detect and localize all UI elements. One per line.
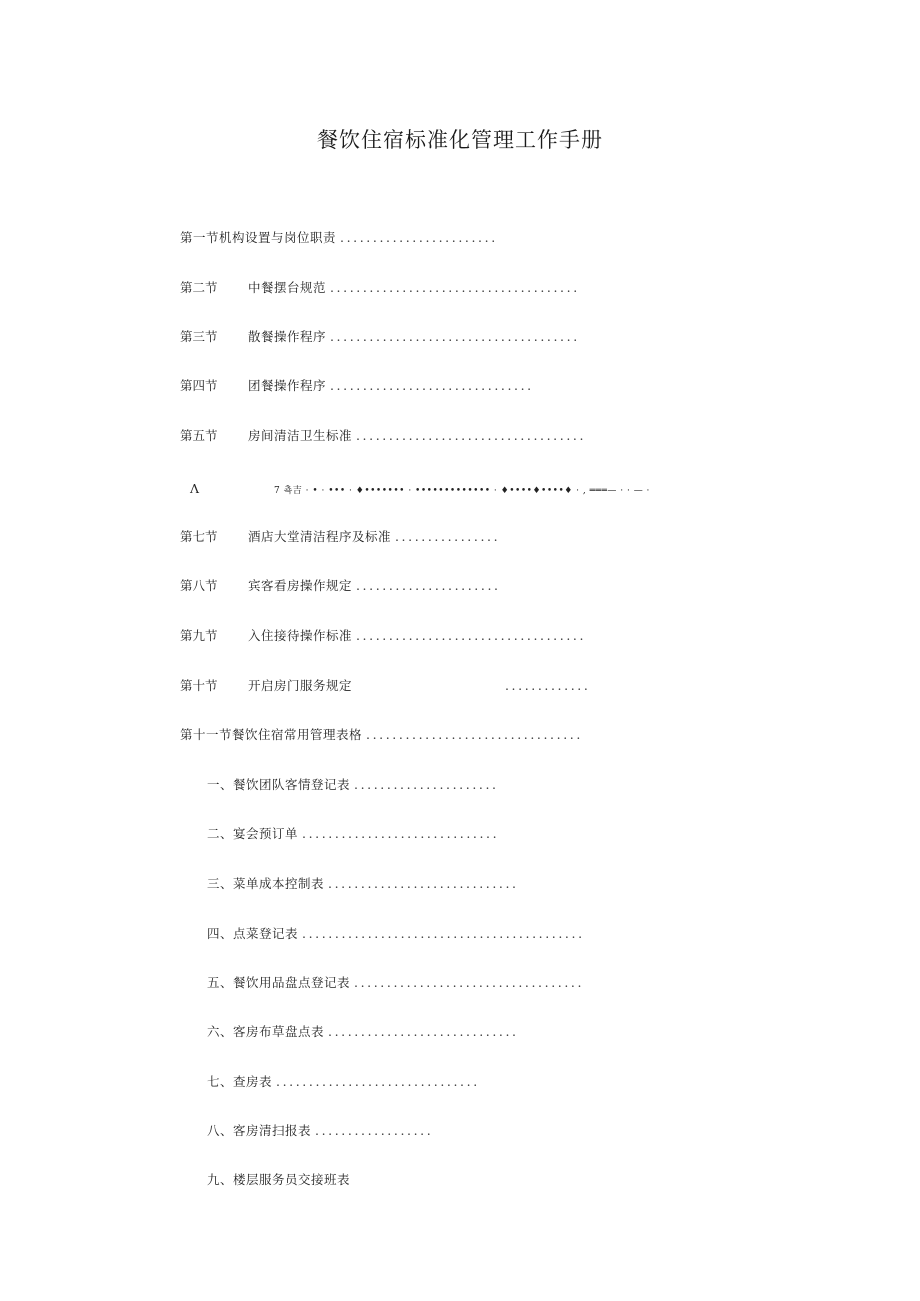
toc-subentry-label: 五、餐饮用品盘点登记表	[207, 975, 351, 990]
toc-leader-dots: ......................	[354, 777, 499, 792]
toc-entry[interactable]	[180, 378, 534, 394]
toc-entry-label: 酒店大堂清洁程序及标准	[247, 529, 391, 544]
toc-entry-section: 第五节	[180, 428, 218, 443]
toc-entry-label: 中餐摆台规范	[247, 280, 326, 295]
toc-entry-label: 开启房门服务规定	[247, 678, 352, 693]
toc-entry[interactable]	[180, 628, 586, 644]
toc-subentry-label: 一、餐饮团队客情登记表	[207, 777, 351, 792]
toc-leader-dots: ................	[394, 529, 501, 544]
toc-entry[interactable]	[180, 678, 590, 694]
toc-subentry[interactable]	[207, 1074, 480, 1090]
toc-entry-section: 第二节	[180, 280, 218, 295]
toc-leader-dots: ...............................	[329, 378, 534, 393]
toc-entry-label: 第一节机构设置与岗位职责	[180, 230, 337, 245]
toc-subentry[interactable]	[207, 975, 584, 991]
toc-entry[interactable]	[180, 578, 501, 594]
toc-entry-section: 第八节	[180, 578, 218, 593]
toc-leader-dots: ...................................	[355, 628, 587, 643]
toc-leader-dots: ........................	[340, 230, 498, 245]
toc-entry-section: 第十节	[180, 678, 218, 693]
toc-entry-section: 第四节	[180, 378, 218, 393]
toc-subentry[interactable]	[207, 777, 499, 793]
toc-entry-section: Λ	[190, 481, 200, 496]
toc-leader-dots: ..................	[315, 1123, 434, 1138]
toc-entry[interactable]	[180, 428, 586, 444]
document-title: 餐饮住宿标准化管理工作手册	[317, 128, 603, 152]
toc-entry-label: 入住接待操作标准	[247, 628, 352, 643]
toc-subentry-label: 八、客房清扫报表	[207, 1123, 312, 1138]
toc-leader-dots: ...............................	[276, 1074, 480, 1089]
toc-entry-label: 宾客看房操作规定	[247, 578, 352, 593]
toc-leader-dots: .............	[504, 678, 591, 693]
toc-subentry[interactable]	[207, 1172, 350, 1188]
toc-subentry[interactable]	[207, 826, 499, 842]
toc-entry[interactable]	[180, 529, 500, 545]
toc-entry[interactable]	[180, 280, 580, 296]
toc-leader-dots: .................................	[366, 727, 583, 742]
toc-leader-dots: ......................	[355, 578, 501, 593]
toc-subentry-label: 三、菜单成本控制表	[207, 876, 325, 891]
toc-entry-section: 第三节	[180, 329, 218, 344]
toc-entry-label: 7 쵹吉 · • · ••• · ♦••••••• · ••••••••••••• · ♦••••♦••••♦ · , ═══— · · — ·	[273, 486, 650, 496]
toc-subentry-label: 六、客房布草盘点表	[207, 1024, 325, 1039]
toc-entry-label: 散餐操作程序	[247, 329, 326, 344]
toc-entry-label: 房间清洁卫生标准	[247, 428, 352, 443]
toc-entry[interactable]	[180, 230, 498, 246]
toc-subentry[interactable]	[207, 926, 585, 942]
toc-entry-garbled[interactable]	[190, 481, 650, 499]
toc-leader-dots: ......................................	[329, 329, 580, 344]
toc-entry[interactable]	[180, 329, 580, 345]
toc-leader-dots: ...........................................	[302, 926, 585, 941]
toc-entry-label: 第十一节餐饮住宿常用管理表格	[180, 727, 363, 742]
toc-leader-dots: .............................	[328, 876, 519, 891]
toc-subentry[interactable]	[207, 1123, 433, 1139]
toc-entry-section: 第九节	[180, 628, 218, 643]
toc-subentry-label: 二、宴会预订单	[207, 826, 299, 841]
toc-leader-dots: ...................................	[354, 975, 585, 990]
toc-subentry[interactable]	[207, 1024, 519, 1040]
toc-subentry-label: 七、查房表	[207, 1074, 273, 1089]
toc-entry[interactable]	[180, 727, 583, 743]
toc-leader-dots: ......................................	[329, 280, 580, 295]
toc-subentry-label: 四、点菜登记表	[207, 926, 299, 941]
toc-leader-dots: .............................	[328, 1024, 519, 1039]
toc-leader-dots: ..............................	[302, 826, 500, 841]
toc-subentry-label: 九、楼层服务员交接班表	[207, 1172, 351, 1187]
toc-entry-label: 团餐操作程序	[247, 378, 326, 393]
toc-leader-dots: ...................................	[355, 428, 587, 443]
toc-entry-section: 第七节	[180, 529, 218, 544]
toc-subentry[interactable]	[207, 876, 519, 892]
